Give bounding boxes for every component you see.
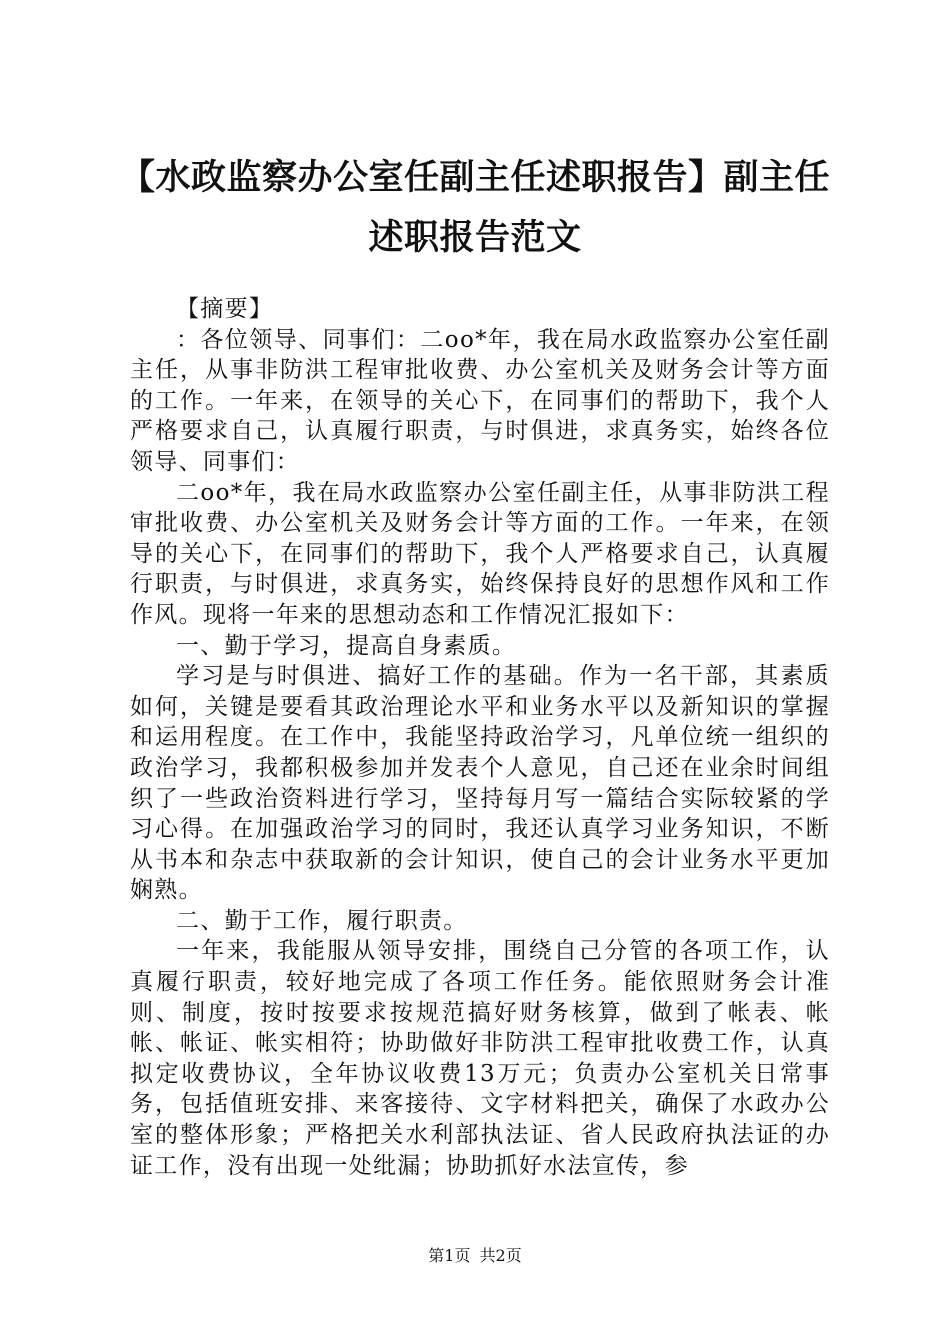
- section-paragraph-2: 一年来，我能服从领导安排，围绕自己分管的各项工作，认真履行职责，较好地完成了各项工作任务。能依照财务会计准则、制度，按时按要求按规范搞好财务核算，做到了帐表、帐帐、帐证、帐实相符；协助做好非防洪工程审批收费工作，认真拟定收费协议，全年协议收费13万元；负责办公室机关日常事务，包括值班安排、来客接待、文字材料把关，确保了水政办公室的整体形象；严格把关水利部执法证、省人民政府执法证的办证工作，没有出现一处纰漏；协助抓好水法宣传，参: [130, 938, 830, 1179]
- abstract-heading: 【摘要】: [176, 296, 274, 322]
- title-line-2: 述职报告范文: [368, 217, 582, 258]
- section-heading-1: 一、勤于学习，提高自身素质。: [176, 632, 517, 659]
- title-line-1: 【水政监察办公室任副主任述职报告】副主任: [119, 157, 830, 198]
- page-footer: [0, 1243, 950, 1266]
- document-title: [100, 148, 850, 268]
- document-body: [130, 294, 830, 1181]
- page-number: 第1页: [428, 1246, 471, 1265]
- section-paragraph-1: 学习是与时俱进、搞好工作的基础。作为一名干部，其素质如何，关键是要看其政治理论水平和业务水平以及新知识的掌握和运用程度。在工作中，我能坚持政治学习，凡单位统一组织的政治学习，我都积极参加并发表个人意见，自己还在业余时间组织了一些政治资料进行学习，坚持每月写一篇结合实际较紧的学习心得。在加强政治学习的同时，我还认真学习业务知识，不断从书本和杂志中获取新的会计知识，使自己的会计业务水平更加娴熟。: [130, 663, 830, 904]
- page-total: 共2页: [479, 1246, 522, 1265]
- section-heading-2: 二、勤于工作，履行职责。: [176, 907, 468, 934]
- abstract-paragraph: ：各位领导、同事们：二oo*年，我在局水政监察办公室任副主任，从事非防洪工程审批收费、办公室机关及财务会计等方面的工作。一年来，在领导的关心下，在同事们的帮助下，我个人严格要求自己，认真履行职责，与时俱进，求真务实，始终各位领导、同事们：: [130, 326, 830, 475]
- intro-paragraph: 二oo*年，我在局水政监察办公室任副主任，从事非防洪工程审批收费、办公室机关及财务会计等方面的工作。一年来，在领导的关心下，在同事们的帮助下，我个人严格要求自己，认真履行职责，与时俱进，求真务实，始终保持良好的思想作风和工作作风。现将一年来的思想动态和工作情况汇报如下：: [130, 479, 830, 628]
